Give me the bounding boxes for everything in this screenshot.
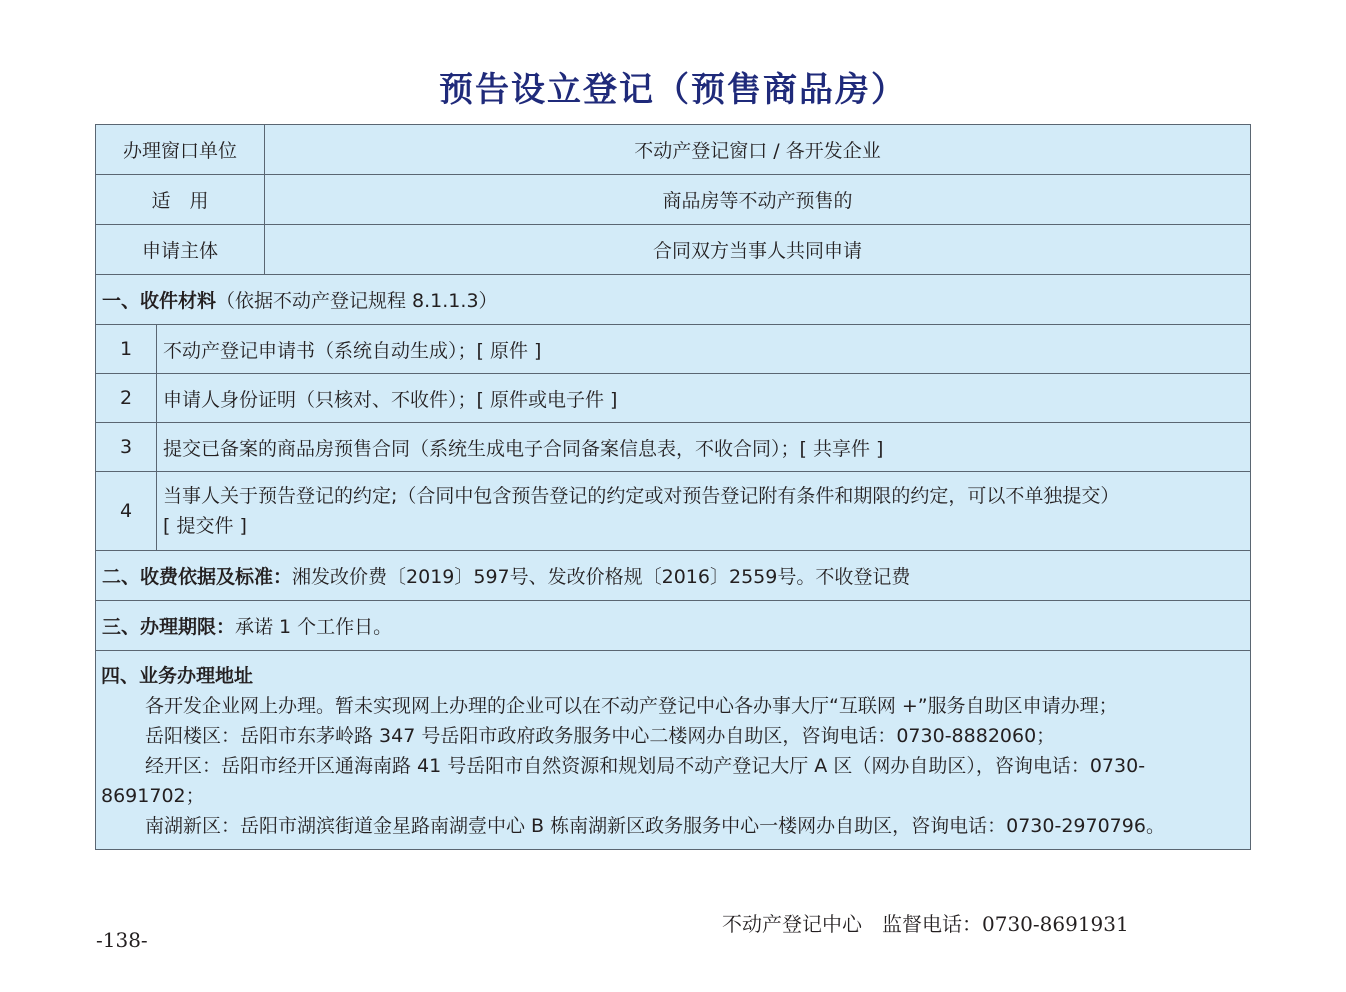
material-number: 1 <box>96 325 157 373</box>
material-text: 申请人身份证明（只核对、不收件）；[ 原件或电子件 ] <box>163 388 618 411</box>
address-line: 经开区：岳阳市经开区通海南路 41 号岳阳市自然资源和规划局不动产登记大厅 A 区（网办自助区），咨询电话：0730-8691702； <box>101 755 1146 807</box>
info-label: 申请主体 <box>96 225 265 274</box>
section-text: 承诺 1 个工作日。 <box>235 616 393 638</box>
material-number: 4 <box>96 472 157 550</box>
section-text: 湘发改价费〔2019〕597号、发改价格规〔2016〕2559号。不收登记费 <box>292 566 911 588</box>
material-text-line1: 当事人关于预告登记的约定;（合同中包含预告登记的约定或对预告登记附有条件和期限的约定，可以不单独提交） <box>163 485 1120 507</box>
address-line: 岳阳楼区：岳阳市东茅岭路 347 号岳阳市政府政务服务中心二楼网办自助区，咨询电话：0730-8882060； <box>145 725 1056 747</box>
section-address <box>96 651 1250 849</box>
page-number: -138- <box>96 928 148 952</box>
material-row <box>96 325 1250 374</box>
section-heading: 四、业务办理地址 <box>101 665 254 687</box>
info-label: 办理窗口单位 <box>96 125 265 174</box>
procedure-table <box>95 124 1251 850</box>
info-label: 适 用 <box>96 175 265 224</box>
section-heading: 三、办理期限： <box>102 616 236 638</box>
info-row-applicant <box>96 225 1250 275</box>
address-line: 南湖新区：岳阳市湖滨街道金星路南湖壹中心 B 栋南湖新区政务服务中心一楼网办自助区，咨询电话：0730-2970796。 <box>145 815 1165 837</box>
material-row <box>96 423 1250 472</box>
material-text: 提交已备案的商品房预售合同（系统生成电子合同备案信息表，不收合同）；[ 共享件 ] <box>163 437 884 460</box>
info-row-applicable <box>96 175 1250 225</box>
material-number: 2 <box>96 374 157 422</box>
section-materials-heading <box>96 275 1250 325</box>
material-text <box>157 472 1250 550</box>
address-line: 各开发企业网上办理。暂未实现网上办理的企业可以在不动产登记中心各办事大厅“互联网 +”服务自助区申请办理； <box>145 695 1118 717</box>
material-text-line2: [ 提交件 ] <box>163 515 247 537</box>
material-text: 不动产登记申请书（系统自动生成）；[ 原件 ] <box>163 339 542 362</box>
info-value: 不动产登记窗口 / 各开发企业 <box>634 140 881 162</box>
info-value: 合同双方当事人共同申请 <box>652 240 862 262</box>
supervision-hotline: 不动产登记中心 监督电话：0730-8691931 <box>722 912 1129 936</box>
section-heading: 一、收件材料 <box>102 290 217 312</box>
material-row <box>96 374 1250 423</box>
page-title: 预告设立登记（预售商品房） <box>439 70 907 110</box>
info-value: 商品房等不动产预售的 <box>662 190 853 212</box>
section-heading: 二、收费依据及标准： <box>102 566 293 588</box>
section-note: （依据不动产登记规程 8.1.1.3） <box>216 290 498 312</box>
section-fees <box>96 551 1250 601</box>
material-row <box>96 472 1250 551</box>
info-row-window-unit <box>96 125 1250 175</box>
material-number: 3 <box>96 423 157 471</box>
section-deadline <box>96 601 1250 651</box>
